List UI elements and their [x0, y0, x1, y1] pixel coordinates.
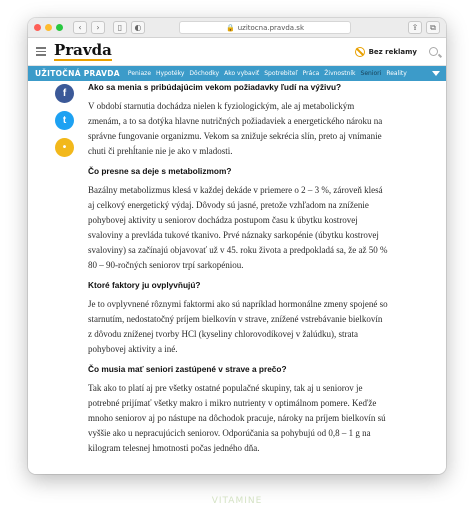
ad-free-label: Bez reklamy	[368, 47, 417, 56]
zoom-window-button[interactable]	[56, 24, 63, 31]
site-header	[28, 38, 446, 66]
nav-item-dochodky[interactable]: Dôchodky	[189, 70, 220, 77]
share-icon[interactable]: ⇪	[408, 21, 422, 34]
nav-item-peniaze[interactable]: Peniaze	[127, 70, 152, 77]
tabs-icon[interactable]: ⧉	[426, 21, 440, 34]
question-heading: Čo presne sa deje s metabolizmom?	[88, 166, 232, 176]
forward-button[interactable]: ›	[91, 21, 105, 34]
lock-icon: 🔒	[225, 23, 235, 32]
paragraph: V období starnutia dochádza nielen k fyziologickým, ale aj metabolickým zmenám, a to sa dotýka hlavne nutričných požiadaviek a energetického nároku na správne fungovanie organizmu. Vekom sa znižuje sekrécia slín, preto aj vnímanie chuti či prehĺtanie nie je ako v mladosti.	[88, 101, 383, 156]
minimize-window-button[interactable]	[45, 24, 52, 31]
article-area	[28, 81, 446, 474]
ad-free-icon	[355, 47, 365, 57]
section-nav	[28, 66, 446, 81]
paragraph: Bazálny metabolizmus klesá v každej dekáde v priemere o 2 – 3 %, zároveň klesá aj celkový energetický výdaj. Dôvody sú jasné, pretože vzhľadom na zníženie pohybovej aktivity u seniorov dochádza postupom času k úbytku kostrovej svaloviny a prevláda tukové tkanivo. Prvé náznaky sarkopénie (úbytku kostrovej svaloviny) sa začínajú objavovať už v 45. roku života a predpokladá sa, že až 50 % 80 – 90-ročných seniorov trpí sarkopéniou.	[88, 185, 388, 270]
sidebar-icon[interactable]: ▯	[113, 21, 127, 34]
section-title[interactable]: UŽITOČNÁ PRAVDA	[35, 69, 120, 78]
nav-item-spotrebitel[interactable]: Spotrebiteľ	[264, 70, 298, 77]
site-logo[interactable]: Pravda	[54, 40, 112, 59]
nav-item-reality[interactable]: Reality	[386, 70, 407, 77]
chat-icon[interactable]: •	[55, 138, 74, 157]
nav-item-zivnostnik[interactable]: Živnostník	[324, 70, 356, 77]
chevron-down-icon[interactable]	[432, 71, 440, 76]
question-heading: Ako sa menia s pribúdajúcim vekom požiadavky ľudí na výživu?	[88, 82, 342, 92]
paragraph: Je to ovplyvnené rôznymi faktormi ako sú napríklad hormonálne zmeny spojené so starnutím, nedostatočný príjem bielkovín v strave, znížené vstrebávanie bielkovín z dôvodu zníženej tvorby HCl (kyseliny chlorovodíkovej v žalúdku), strata pohybovej aktivity a iné.	[88, 299, 388, 354]
question-heading: Čo musia mať seniori zastúpené v strave a prečo?	[88, 364, 287, 374]
address-bar[interactable]	[179, 21, 351, 34]
ad-free-button[interactable]	[355, 47, 417, 57]
close-window-button[interactable]	[34, 24, 41, 31]
back-button[interactable]: ‹	[73, 21, 87, 34]
watermark: VITAMINE	[211, 496, 263, 506]
share-bar	[55, 84, 74, 157]
search-icon[interactable]	[429, 47, 438, 56]
hamburger-icon[interactable]	[36, 47, 46, 56]
browser-toolbar	[28, 18, 446, 38]
shield-icon[interactable]: ◐	[131, 21, 145, 34]
nav-item-praca[interactable]: Práca	[302, 70, 320, 77]
browser-window	[28, 18, 446, 474]
nav-item-ako-vybavit[interactable]: Ako vybaviť	[224, 70, 260, 77]
paragraph: Tak ako to platí aj pre všetky ostatné populačné skupiny, tak aj u seniorov je potrebné prijímať všetky makro i mikro nutrienty v optimálnom pomere. Keďže mnoho seniorov aj po nástupe na dôchodok pracuje, nároky na príjem bielkovín sú vyššie ako u nepracujúcich seniorov. Odporúčania sa pohybujú od 0,8 – 1 g na kilogram telesnej hmotnosti počas jedného dňa.	[88, 383, 386, 453]
facebook-icon[interactable]: f	[55, 84, 74, 103]
question-heading: Ktoré faktory ju ovplyvňujú?	[88, 280, 201, 290]
nav-item-seniori[interactable]: Seniori	[360, 70, 382, 77]
nav-item-hypoteky[interactable]: Hypotéky	[156, 70, 185, 77]
twitter-icon[interactable]: t	[55, 111, 74, 130]
url-text: uzitocna.pravda.sk	[237, 23, 304, 32]
article-body	[88, 81, 388, 462]
